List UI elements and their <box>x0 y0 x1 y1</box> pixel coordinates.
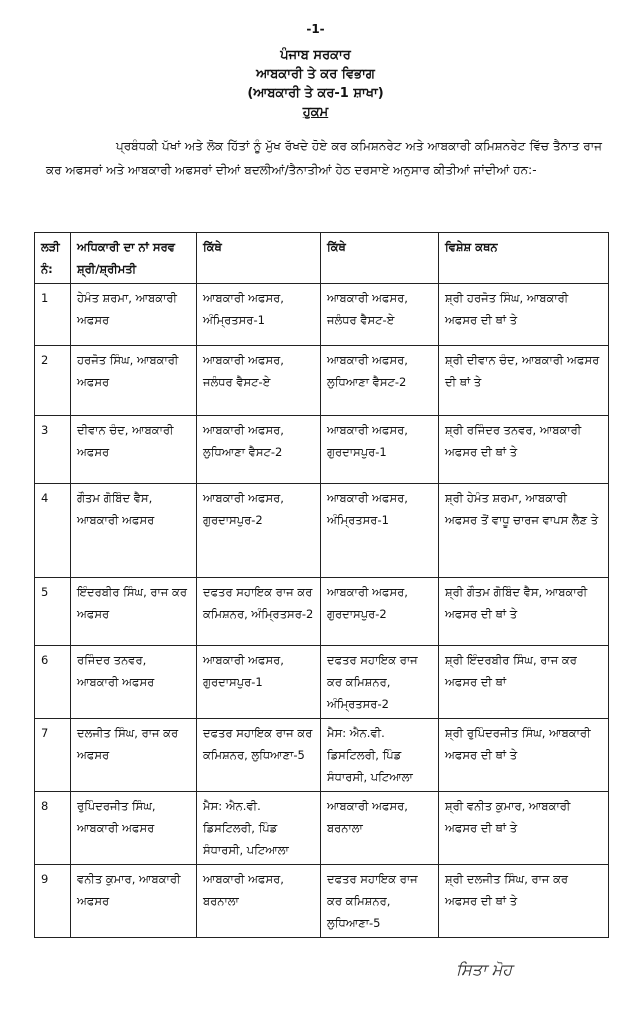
document-header <box>0 46 631 122</box>
cell-from: ਦਫਤਰ ਸਹਾਇਕ ਰਾਜ ਕਰ ਕਮਿਸ਼ਨਰ, ਅੰਮ੍ਰਿਤਸਰ-2 <box>197 578 321 646</box>
cell-officer: ਵਨੀਤ ਕੁਮਾਰ, ਆਬਕਾਰੀ ਅਫਸਰ <box>71 865 197 938</box>
cell-remarks: ਸ਼੍ਰੀ ਹੇਮੰਤ ਸ਼ਰਮਾ, ਆਬਕਾਰੀ ਅਫਸਰ ਤੋਂ ਵਾਧੂ ਚਾਰਜ ਵਾਪਸ ਲੈਣ ਤੇ <box>439 484 609 578</box>
cell-officer: ਹੇਮੰਤ ਸ਼ਰਮਾ, ਆਬਕਾਰੀ ਅਫਸਰ <box>71 284 197 346</box>
cell-officer: ਹਰਜੋਤ ਸਿੰਘ, ਆਬਕਾਰੀ ਅਫਸਰ <box>71 346 197 416</box>
cell-serial: 5 <box>35 578 71 646</box>
table-row <box>35 865 609 938</box>
cell-from: ਆਬਕਾਰੀ ਅਫਸਰ, ਲੁਧਿਆਣਾ ਵੈਸਟ-2 <box>197 416 321 484</box>
handwritten-signature: ਸਿਤਾ ਮੋਹ <box>456 960 513 979</box>
cell-remarks: ਸ਼੍ਰੀ ਰੁਪਿੰਦਰਜੀਤ ਸਿੰਘ, ਆਬਕਾਰੀ ਅਫਸਰ ਦੀ ਥਾਂ ਤੇ <box>439 719 609 792</box>
cell-to: ਆਬਕਾਰੀ ਅਫਸਰ, ਗੁਰਦਾਸਪੁਰ-1 <box>321 416 439 484</box>
cell-serial: 7 <box>35 719 71 792</box>
transfer-table <box>34 232 609 938</box>
table-row <box>35 346 609 416</box>
cell-from: ਆਬਕਾਰੀ ਅਫਸਰ, ਅੰਮ੍ਰਿਤਸਰ-1 <box>197 284 321 346</box>
order-title: ਹੁਕਮ <box>302 105 329 120</box>
cell-to: ਆਬਕਾਰੀ ਅਫਸਰ, ਜਲੰਧਰ ਵੈਸਟ-ਏ <box>321 284 439 346</box>
table-header-row <box>35 233 609 284</box>
cell-officer: ਰੁਪਿੰਦਰਜੀਤ ਸਿੰਘ, ਆਬਕਾਰੀ ਅਫਸਰ <box>71 792 197 865</box>
table-row <box>35 416 609 484</box>
header-from: ਕਿੱਥੇ <box>197 233 321 284</box>
cell-officer: ਰਜਿੰਦਰ ਤਨਵਰ, ਆਬਕਾਰੀ ਅਫਸਰ <box>71 646 197 719</box>
cell-from: ਮੈਸ: ਐਨ.ਵੀ. ਡਿਸਟਿਲਰੀ, ਪਿੰਡ ਸੰਧਾਰਸੀ, ਪਟਿਆਲਾ <box>197 792 321 865</box>
cell-serial: 8 <box>35 792 71 865</box>
table-row <box>35 578 609 646</box>
government-title: ਪੰਜਾਬ ਸਰਕਾਰ <box>280 48 351 63</box>
cell-serial: 3 <box>35 416 71 484</box>
cell-serial: 1 <box>35 284 71 346</box>
header-officer: ਅਧਿਕਾਰੀ ਦਾ ਨਾਂ ਸਰਵ ਸ਼੍ਰੀ/ਸ਼੍ਰੀਮਤੀ <box>71 233 197 284</box>
table-row <box>35 792 609 865</box>
cell-to: ਆਬਕਾਰੀ ਅਫਸਰ, ਲੁਧਿਆਣਾ ਵੈਸਟ-2 <box>321 346 439 416</box>
cell-to: ਆਬਕਾਰੀ ਅਫਸਰ, ਗੁਰਦਾਸਪੁਰ-2 <box>321 578 439 646</box>
branch-title: (ਆਬਕਾਰੀ ਤੇ ਕਰ-1 ਸ਼ਾਖਾ) <box>247 86 384 101</box>
intro-paragraph: ਪ੍ਰਬੰਧਕੀ ਪੱਖਾਂ ਅਤੇ ਲੋਕ ਹਿੱਤਾਂ ਨੂੰ ਮੁੱਖ ਰੱਖਦੇ ਹੋਏ ਕਰ ਕਮਿਸ਼ਨਰੇਟ ਅਤੇ ਆਬਕਾਰੀ ਕਮਿਸ਼ਨਰੇਟ ਵਿੱਚ ਤੈਨਾਤ ਰਾਜ ਕਰ ਅਫਸਰਾਂ ਅਤੇ ਆਬਕਾਰੀ ਅਫਸਰਾਂ ਦੀਆਂ ਬਦਲੀਆਂ/ਤੈਨਾਤੀਆਂ ਹੇਠ ਦਰਸਾਏ ਅਨੁਸਾਰ ਕੀਤੀਆਂ ਜਾਂਦੀਆਂ ਹਨ:- <box>46 139 602 177</box>
header-serial: ਲੜੀ ਨੰ: <box>35 233 71 284</box>
cell-serial: 6 <box>35 646 71 719</box>
cell-serial: 4 <box>35 484 71 578</box>
cell-to: ਮੈਸ: ਐਨ.ਵੀ. ਡਿਸਟਿਲਰੀ, ਪਿੰਡ ਸੰਧਾਰਸੀ, ਪਟਿਆਲਾ <box>321 719 439 792</box>
cell-to: ਆਬਕਾਰੀ ਅਫਸਰ, ਬਰਨਾਲਾ <box>321 792 439 865</box>
cell-officer: ਗੌਤਮ ਗੋਬਿੰਦ ਵੈਸ, ਆਬਕਾਰੀ ਅਫਸਰ <box>71 484 197 578</box>
cell-from: ਆਬਕਾਰੀ ਅਫਸਰ, ਬਰਨਾਲਾ <box>197 865 321 938</box>
cell-to: ਦਫਤਰ ਸਹਾਇਕ ਰਾਜ ਕਰ ਕਮਿਸ਼ਨਰ, ਲੁਧਿਆਣਾ-5 <box>321 865 439 938</box>
cell-from: ਆਬਕਾਰੀ ਅਫਸਰ, ਗੁਰਦਾਸਪੁਰ-2 <box>197 484 321 578</box>
table-row <box>35 484 609 578</box>
cell-from: ਦਫਤਰ ਸਹਾਇਕ ਰਾਜ ਕਰ ਕਮਿਸ਼ਨਰ, ਲੁਧਿਆਣਾ-5 <box>197 719 321 792</box>
cell-serial: 2 <box>35 346 71 416</box>
header-to: ਕਿੱਥੇ <box>321 233 439 284</box>
table-row <box>35 646 609 719</box>
cell-serial: 9 <box>35 865 71 938</box>
cell-remarks: ਸ਼੍ਰੀ ਵਨੀਤ ਕੁਮਾਰ, ਆਬਕਾਰੀ ਅਫਸਰ ਦੀ ਥਾਂ ਤੇ <box>439 792 609 865</box>
cell-to: ਦਫਤਰ ਸਹਾਇਕ ਰਾਜ ਕਰ ਕਮਿਸ਼ਨਰ, ਅੰਮ੍ਰਿਤਸਰ-2 <box>321 646 439 719</box>
cell-officer: ਇੰਦਰਬੀਰ ਸਿੰਘ, ਰਾਜ ਕਰ ਅਫਸਰ <box>71 578 197 646</box>
cell-remarks: ਸ਼੍ਰੀ ਦਲਜੀਤ ਸਿੰਘ, ਰਾਜ ਕਰ ਅਫਸਰ ਦੀ ਥਾਂ ਤੇ <box>439 865 609 938</box>
cell-remarks: ਸ਼੍ਰੀ ਇੰਦਰਬੀਰ ਸਿੰਘ, ਰਾਜ ਕਰ ਅਫਸਰ ਦੀ ਥਾਂ <box>439 646 609 719</box>
cell-from: ਆਬਕਾਰੀ ਅਫਸਰ, ਗੁਰਦਾਸਪੁਰ-1 <box>197 646 321 719</box>
cell-remarks: ਸ਼੍ਰੀ ਗੌਤਮ ਗੋਬਿੰਦ ਵੈਸ, ਆਬਕਾਰੀ ਅਫਸਰ ਦੀ ਥਾਂ ਤੇ <box>439 578 609 646</box>
table-row <box>35 719 609 792</box>
header-remarks: ਵਿਸ਼ੇਸ਼ ਕਥਨ <box>439 233 609 284</box>
cell-to: ਆਬਕਾਰੀ ਅਫਸਰ, ਅੰਮ੍ਰਿਤਸਰ-1 <box>321 484 439 578</box>
cell-officer: ਦਲਜੀਤ ਸਿੰਘ, ਰਾਜ ਕਰ ਅਫਸਰ <box>71 719 197 792</box>
table-row <box>35 284 609 346</box>
cell-officer: ਦੀਵਾਨ ਚੰਦ, ਆਬਕਾਰੀ ਅਫਸਰ <box>71 416 197 484</box>
page-number: -1- <box>306 22 325 36</box>
cell-remarks: ਸ਼੍ਰੀ ਦੀਵਾਨ ਚੰਦ, ਆਬਕਾਰੀ ਅਫਸਰ ਦੀ ਥਾਂ ਤੇ <box>439 346 609 416</box>
department-title: ਆਬਕਾਰੀ ਤੇ ਕਰ ਵਿਭਾਗ <box>256 67 375 82</box>
cell-remarks: ਸ਼੍ਰੀ ਹਰਜੋਤ ਸਿੰਘ, ਆਬਕਾਰੀ ਅਫਸਰ ਦੀ ਥਾਂ ਤੇ <box>439 284 609 346</box>
cell-remarks: ਸ਼੍ਰੀ ਰਜਿੰਦਰ ਤਨਵਰ, ਆਬਕਾਰੀ ਅਫਸਰ ਦੀ ਥਾਂ ਤੇ <box>439 416 609 484</box>
cell-from: ਆਬਕਾਰੀ ਅਫਸਰ, ਜਲੰਧਰ ਵੈਸਟ-ਏ <box>197 346 321 416</box>
